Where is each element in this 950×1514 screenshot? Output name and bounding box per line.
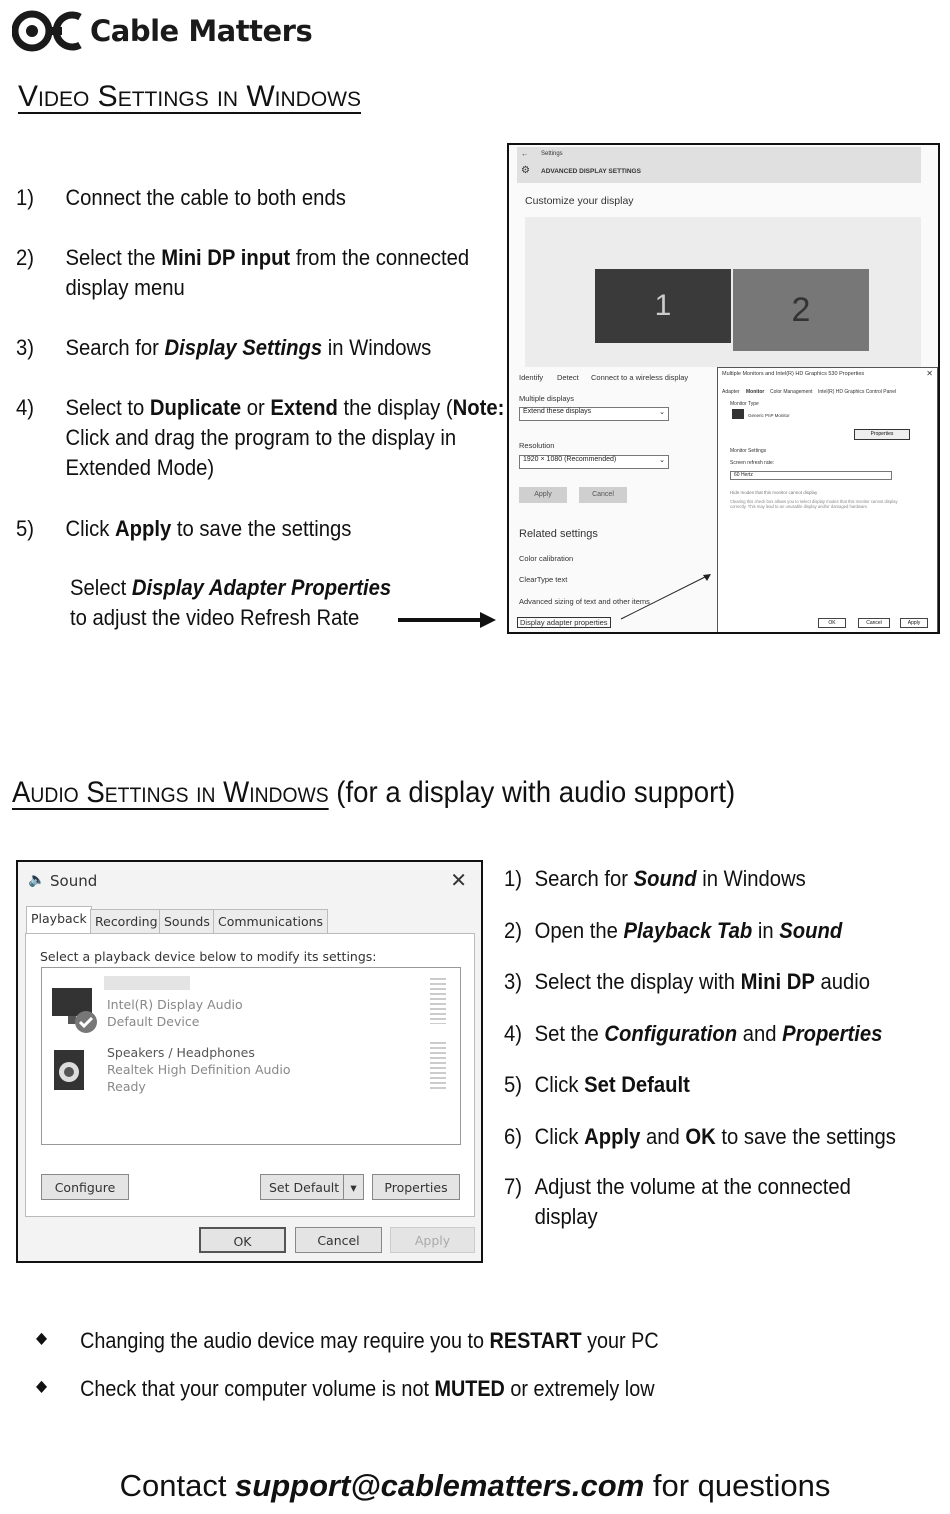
wireless-display-link[interactable]: Connect to a wireless display — [591, 373, 689, 382]
video-steps: 1) Connect the cable to both ends 2) Select the Mini DP input from the connected display menu 3) Search for Display Settings in Windows 4) Select to Duplicate or Extend the display (Note: Click and drag the program to the display in Extended Mode) 5) Click Apply to save the settings Select Display Adapter Properties to adjust the video Refresh Rate — [16, 183, 520, 643]
hide-modes-checkbox[interactable]: Hide modes that this monitor cannot display — [730, 490, 818, 495]
sound-dialog-screenshot — [16, 860, 483, 1263]
blurred-device-label — [104, 976, 190, 990]
properties-cancel-button[interactable]: Cancel — [858, 618, 890, 628]
speaker-device-icon — [52, 1048, 88, 1096]
tab-recording[interactable]: Recording — [90, 909, 163, 934]
multiple-displays-label: Multiple displays — [519, 394, 575, 403]
device-item-speakers[interactable]: Speakers / Headphones Realtek High Definition Audio Ready — [107, 1045, 291, 1094]
ok-button[interactable]: OK — [199, 1227, 286, 1253]
properties-button[interactable]: Properties — [854, 429, 910, 440]
volume-meter-display — [430, 978, 446, 1024]
monitor-1[interactable]: 1 — [595, 269, 731, 343]
diamond-bullet-icon: ◆ — [36, 1378, 48, 1395]
color-calibration-link[interactable]: Color calibration — [519, 554, 574, 563]
tab-sounds[interactable]: Sounds — [159, 909, 215, 934]
close-icon[interactable]: ✕ — [926, 369, 933, 378]
identify-link[interactable]: Identify — [519, 373, 544, 382]
hide-modes-description: Clearing this check box allows you to select display modes that this monitor cannot display correctly. This may lead to an unusable display and/or damaged hardware. — [730, 499, 898, 509]
settings-crumb: Settings — [541, 151, 563, 157]
device-item-display-audio[interactable]: Intel(R) Display Audio Default Device — [107, 997, 243, 1029]
refresh-rate-label: Screen refresh rate: — [730, 460, 775, 466]
adapter-note: Select Display Adapter Properties to adjust the video Refresh Rate — [70, 575, 392, 630]
tab-color-management[interactable]: Color Management — [770, 389, 813, 395]
monitor-2[interactable]: 2 — [733, 269, 869, 351]
resolution-select[interactable]: 1920 × 1080 (Recommended) ⌄ — [519, 455, 669, 469]
monitor-settings-label: Monitor Settings — [730, 448, 767, 454]
playback-instruction: Select a playback device below to modify its settings: — [40, 949, 377, 964]
monitor-type-label: Monitor Type — [730, 401, 759, 407]
pointer-arrow-icon — [619, 571, 713, 621]
arrow-right-icon — [398, 612, 496, 633]
video-heading: Video Settings in Windows — [18, 80, 362, 113]
adapter-properties-dialog — [717, 367, 938, 634]
customize-display-label: Customize your display — [525, 195, 634, 207]
resolution-label: Resolution — [519, 441, 555, 450]
cancel-button[interactable]: Cancel — [295, 1227, 382, 1253]
cancel-button[interactable]: Cancel — [579, 487, 627, 503]
close-icon[interactable]: ✕ — [450, 868, 467, 892]
set-default-button[interactable]: Set Default — [260, 1174, 344, 1200]
properties-apply-button[interactable]: Apply — [900, 618, 928, 628]
brand-logo — [12, 8, 312, 54]
tab-intel-control-panel[interactable]: Intel(R) HD Graphics Control Panel — [818, 389, 897, 395]
detect-link[interactable]: Detect — [557, 373, 579, 382]
brand-name: Cable Matters — [90, 14, 313, 48]
tab-monitor[interactable]: Monitor — [746, 389, 765, 395]
device-list — [41, 967, 461, 1145]
cleartype-link[interactable]: ClearType text — [519, 575, 568, 584]
contact-line: Contact support@cablematters.com for questions — [119, 1468, 831, 1503]
display-adapter-properties-link[interactable]: Display adapter properties — [517, 617, 611, 628]
gear-icon: ⚙ — [521, 165, 530, 176]
audio-steps: 1) Search for Sound in Windows 2) Open the Playback Tab in Sound 3) Select the display with Mini DP audio 4) Set the Configuration and Properties 5) Click Set Default 6) Click Apply and OK to save the settings 7) Adjust the volume at the connected display — [504, 866, 896, 1229]
settings-header: ADVANCED DISPLAY SETTINGS — [541, 168, 641, 175]
diamond-bullet-icon: ◆ — [36, 1330, 48, 1347]
advanced-sizing-link[interactable]: Advanced sizing of text and other items — [519, 597, 650, 606]
support-email-link[interactable]: support@cablematters.com — [235, 1468, 645, 1503]
settings-header-bar — [517, 147, 921, 183]
apply-button[interactable]: Apply — [390, 1227, 475, 1253]
related-settings-heading: Related settings — [519, 528, 598, 540]
display-settings-screenshot — [507, 143, 940, 634]
speaker-icon: 🔈 — [28, 872, 46, 888]
multiple-displays-select[interactable]: Extend these displays ⌄ — [519, 407, 669, 421]
display-monitor-icon — [50, 986, 98, 1038]
audio-heading: Audio Settings in Windows (for a display with audio support) — [12, 776, 736, 809]
playback-panel — [25, 933, 475, 1217]
back-arrow-icon[interactable]: ← — [521, 149, 529, 158]
configure-button[interactable]: Configure — [41, 1174, 129, 1200]
tab-adapter[interactable]: Adapter — [722, 389, 740, 395]
volume-meter-speakers — [430, 1042, 446, 1092]
monitor-icon — [732, 409, 744, 419]
apply-button[interactable]: Apply — [519, 487, 567, 503]
cable-matters-logo-icon — [12, 9, 86, 53]
tab-communications[interactable]: Communications — [213, 909, 328, 934]
properties-button[interactable]: Properties — [372, 1174, 460, 1200]
properties-dialog-title: Multiple Monitors and Intel(R) HD Graphics 530 Properties — [722, 371, 865, 377]
monitor-type-value: Generic PnP Monitor — [748, 413, 790, 418]
set-default-dropdown-icon[interactable]: ▾ — [343, 1174, 364, 1200]
sound-dialog-title: Sound — [50, 872, 98, 890]
properties-ok-button[interactable]: OK — [818, 618, 846, 628]
tab-playback[interactable]: Playback — [26, 906, 92, 935]
refresh-rate-select[interactable]: 60 Hertz — [730, 471, 892, 480]
